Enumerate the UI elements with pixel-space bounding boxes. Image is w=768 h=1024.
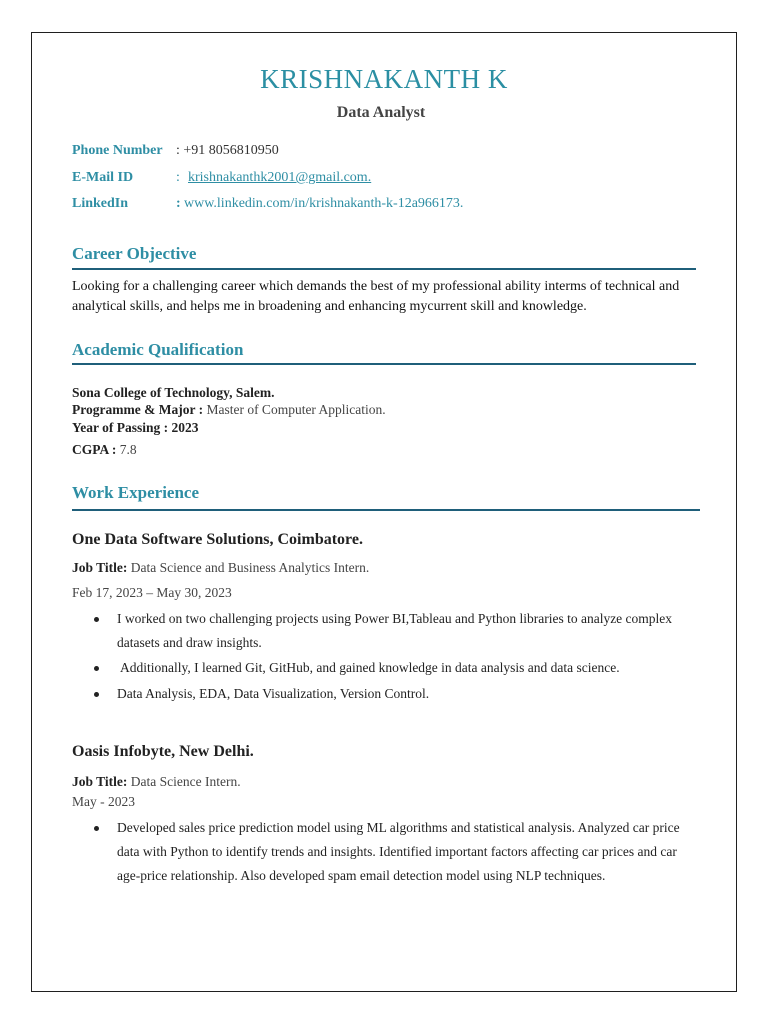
linkedin-link[interactable]: www.linkedin.com/in/krishnakanth-k-12a966173. xyxy=(184,196,464,211)
job-title-label: Job Title: xyxy=(72,774,128,789)
job-title-value: Data Science and Business Analytics Intern. xyxy=(130,560,370,575)
candidate-name: KRISHNAKANTH K xyxy=(260,64,508,94)
work-experience-rule xyxy=(72,509,700,511)
phone-label: Phone Number xyxy=(72,143,163,158)
linkedin-separator: : xyxy=(176,196,181,211)
cgpa-label: CGPA : xyxy=(72,442,117,457)
college-name: Sona College of Technology, Salem. xyxy=(72,385,275,400)
bullet-dot xyxy=(94,826,99,831)
programme-line xyxy=(72,402,386,418)
job-bullet: Additionally, I learned Git, GitHub, and gained knowledge in data analysis and data science. xyxy=(120,660,620,675)
academic-heading: Academic Qualification xyxy=(72,340,244,359)
email-link[interactable]: krishnakanthk2001@gmail.com. xyxy=(188,170,372,185)
job-title-line xyxy=(72,774,241,790)
job-title-line xyxy=(72,560,369,576)
cgpa-line xyxy=(72,442,137,458)
work-experience-heading: Work Experience xyxy=(72,483,200,502)
job-dates: May - 2023 xyxy=(72,794,135,809)
candidate-role: Data Analyst xyxy=(336,104,426,121)
job-dates: Feb 17, 2023 – May 30, 2023 xyxy=(72,585,232,600)
job-bullet: I worked on two challenging projects using Power BI,Tableau and Python libraries to analyze complex datasets and draw insights. xyxy=(117,611,673,650)
job-company: Oasis Infobyte, New Delhi. xyxy=(72,743,254,760)
email-separator: : xyxy=(176,170,180,185)
job-title-label: Job Title: xyxy=(72,560,128,575)
cgpa-value: 7.8 xyxy=(119,442,137,457)
phone-value: : +91 8056810950 xyxy=(176,143,279,158)
programme-value: Master of Computer Application. xyxy=(206,402,386,417)
job-company: One Data Software Solutions, Coimbatore. xyxy=(72,531,363,548)
job-title-value: Data Science Intern. xyxy=(130,774,241,789)
email-label: E-Mail ID xyxy=(72,170,134,185)
year-of-passing: Year of Passing : 2023 xyxy=(72,420,199,435)
bullet-dot xyxy=(94,617,99,622)
programme-label: Programme & Major : xyxy=(72,402,204,417)
career-objective-text: Looking for a challenging career which demands the best of my professional ability interms of technical and analytical skills, and helps me in broadening and enhancing mycurrent skill and knowledge. xyxy=(72,279,680,314)
career-objective-heading: Career Objective xyxy=(72,244,197,263)
career-objective-rule xyxy=(72,268,696,270)
linkedin-label: LinkedIn xyxy=(72,196,129,211)
job-bullet: Developed sales price prediction model using ML algorithms and statistical analysis. Analyzed car price data with Python to identify trends and insights. Identified important factors affecting car prices and car age-price relationship. Also developed spam email detection model using NLP techniques. xyxy=(117,820,680,883)
job-bullet: Data Analysis, EDA, Data Visualization, Version Control. xyxy=(117,686,430,701)
bullet-dot xyxy=(94,666,99,671)
academic-rule xyxy=(72,363,696,365)
bullet-dot xyxy=(94,692,99,697)
